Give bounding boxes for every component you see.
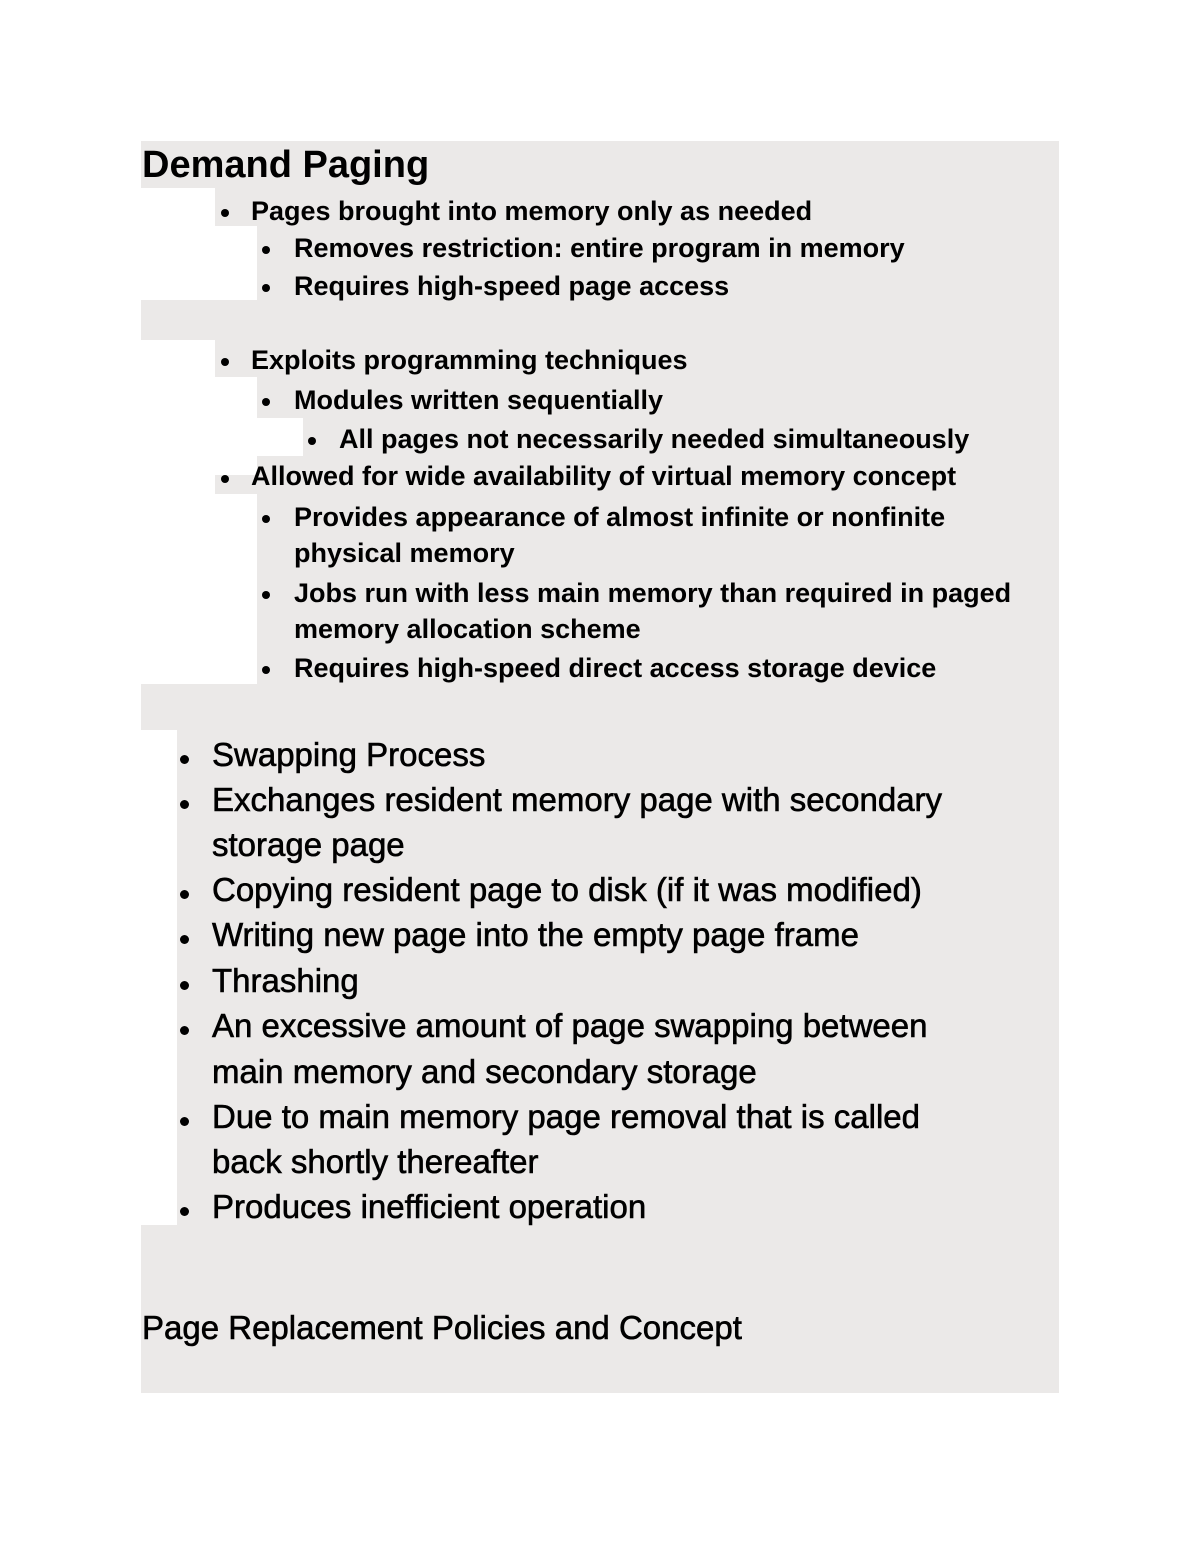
margin-gap — [141, 188, 215, 300]
bullet-icon — [262, 515, 270, 523]
bullet-icon — [180, 800, 189, 809]
list-item: Exploits programming techniques — [251, 345, 688, 375]
list-item-continuation: memory allocation scheme — [294, 614, 641, 644]
bullet-icon — [308, 437, 316, 445]
margin-gap — [141, 340, 215, 684]
list-item-continuation: back shortly thereafter — [212, 1143, 539, 1180]
margin-gap — [215, 494, 257, 684]
list-item: Writing new page into the empty page frame — [212, 916, 859, 953]
list-item: Requires high-speed page access — [294, 271, 730, 301]
list-item-continuation: main memory and secondary storage — [212, 1053, 757, 1090]
list-item-continuation: physical memory — [294, 538, 515, 568]
margin-gap — [141, 730, 177, 1225]
list-item: Allowed for wide availability of virtual memory concept — [251, 461, 957, 491]
margin-gap — [257, 418, 303, 456]
bullet-icon — [180, 1207, 189, 1216]
list-item: Removes restriction: entire program in memory — [294, 233, 905, 263]
bullet-icon — [221, 475, 229, 483]
bullet-icon — [262, 666, 270, 674]
list-item: Thrashing — [212, 962, 359, 999]
list-item: Produces inefficient operation — [212, 1188, 647, 1225]
bullet-icon — [180, 981, 189, 990]
list-item: Provides appearance of almost infinite or nonfinite — [294, 502, 946, 532]
bullet-icon — [180, 1117, 189, 1126]
list-item: Copying resident page to disk (if it was modified) — [212, 871, 922, 908]
margin-gap — [215, 226, 257, 300]
page-title: Demand Paging — [142, 144, 430, 186]
bullet-icon — [262, 398, 270, 406]
bullet-icon — [180, 890, 189, 899]
bullet-icon — [262, 246, 270, 254]
section-heading: Page Replacement Policies and Concept — [142, 1309, 742, 1346]
list-item: Jobs run with less main memory than required in paged — [294, 578, 1012, 608]
list-item: All pages not necessarily needed simultaneously — [339, 424, 970, 454]
list-item: Modules written sequentially — [294, 385, 664, 415]
list-item: An excessive amount of page swapping between — [212, 1007, 928, 1044]
bullet-icon — [180, 1026, 189, 1035]
list-item: Requires high-speed direct access storage device — [294, 653, 937, 683]
list-item: Pages brought into memory only as needed — [251, 196, 813, 226]
bullet-icon — [180, 755, 189, 764]
list-item: Due to main memory page removal that is called — [212, 1098, 920, 1135]
list-item-continuation: storage page — [212, 826, 405, 863]
bullet-icon — [221, 358, 229, 366]
bullet-icon — [180, 935, 189, 944]
list-item: Swapping Process — [212, 736, 486, 773]
bullet-icon — [262, 284, 270, 292]
list-item: Exchanges resident memory page with secondary — [212, 781, 943, 818]
bullet-icon — [221, 209, 229, 217]
bullet-icon — [262, 591, 270, 599]
